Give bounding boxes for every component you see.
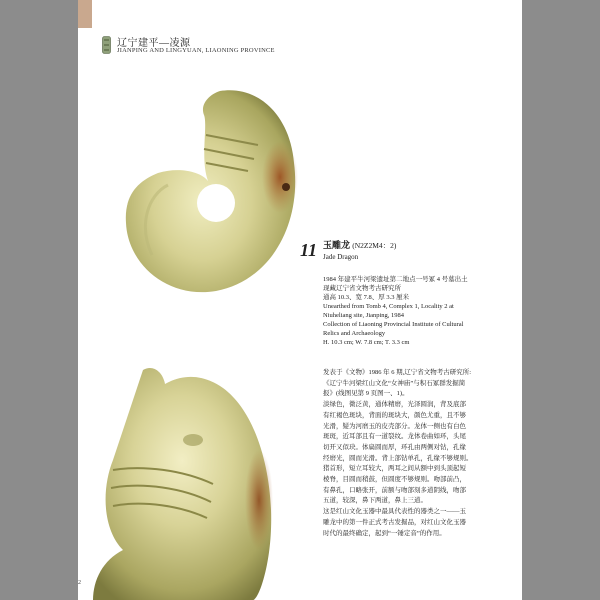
description-line: 棱脊，目圆而稍鼓，但圆度不够规则。吻部前凸， bbox=[323, 476, 466, 484]
entry-number: 11 bbox=[300, 240, 318, 260]
description-line: 雕龙中的第一件正式考古发掘品，对红山文化玉器 bbox=[323, 518, 466, 526]
entry-title-name: 玉雕龙 bbox=[323, 240, 351, 250]
info-line: Niuheliang site, Jianping, 1984 bbox=[323, 312, 405, 319]
description-line: 淡绿色，微泛黄，通体精磨，光泽圆润，背及底部 bbox=[323, 401, 466, 409]
info-line: 1984 年建平牛河梁遗址第二地点一号冢 4 号墓出土 bbox=[323, 276, 468, 283]
jade-dragon-photo-head bbox=[83, 360, 278, 600]
info-line: Unearthed from Tomb 4, Complex 1, Locality 2 at bbox=[323, 303, 454, 310]
info-line: Relics and Archaeology bbox=[323, 330, 386, 337]
description-line: 报》(线图见第 9 页图一、1)。 bbox=[323, 390, 409, 398]
description-line: 有鼻孔，口略张开，前额与吻部刻多道阴线，吻部 bbox=[323, 486, 466, 494]
info-line: 通高 10.3、宽 7.8、厚 3.3 厘米 bbox=[323, 294, 410, 301]
catalog-page bbox=[78, 0, 522, 600]
description-line: 五道，较深，鼻下两道，鼻上三道。 bbox=[323, 497, 427, 505]
description-line: 《辽宁牛河梁红山文化“女神庙”与积石冢群发掘简 bbox=[323, 379, 466, 387]
entry-catalog-code: (N2Z2M4：2) bbox=[352, 241, 397, 250]
jade-dragon-photo-front bbox=[108, 85, 308, 305]
description-line: 经磨光，圆而光滑。背上部钻单孔，孔缘不够规则。 bbox=[323, 454, 473, 462]
section-title-cn: 辽宁建平—凌源 bbox=[117, 38, 191, 49]
description-line: 有红褐色斑块，背面的斑块大，颜色尤重，且不够 bbox=[323, 411, 466, 419]
description-line: 猪首形，短立耳较大，两耳之间从额中到头顶起短 bbox=[323, 465, 466, 473]
description-line: 光滑，疑为河磨玉的皮壳部分。龙体一侧也有白色 bbox=[323, 422, 466, 430]
description-line: 斑斑，近耳部且有一道裂纹。龙体卷曲如环，头尾 bbox=[323, 433, 466, 441]
description-line: 切开又似玦。体扁圆而厚，环孔由两侧对钻，孔缘 bbox=[323, 443, 466, 451]
info-line: Collection of Liaoning Provincial Institute of Cultural bbox=[323, 321, 464, 328]
provenance-block bbox=[323, 275, 503, 347]
page-number: 2 bbox=[78, 580, 81, 586]
description-line: 这是红山文化玉器中最具代表性的器类之一——玉 bbox=[323, 508, 466, 516]
description-line: 时代的最终确定，起到“一锤定音”的作用。 bbox=[323, 529, 446, 537]
description-block bbox=[323, 368, 503, 539]
section-title-en: JIANPING AND LINGYUAN, LIAONING PROVINCE bbox=[117, 47, 275, 54]
entry-title-en: Jade Dragon bbox=[323, 253, 359, 261]
description-line: 发表于《文物》1986 年 6 期,辽宁省文物考古研究所: bbox=[323, 369, 472, 376]
jade-thumbnail-icon bbox=[102, 36, 111, 54]
top-color-tab bbox=[78, 0, 92, 28]
entry-title-cn bbox=[323, 238, 396, 251]
info-line: H. 10.3 cm; W. 7.8 cm; T. 3.3 cm bbox=[323, 339, 410, 346]
info-line: 现藏辽宁省文物考古研究所 bbox=[323, 285, 401, 292]
